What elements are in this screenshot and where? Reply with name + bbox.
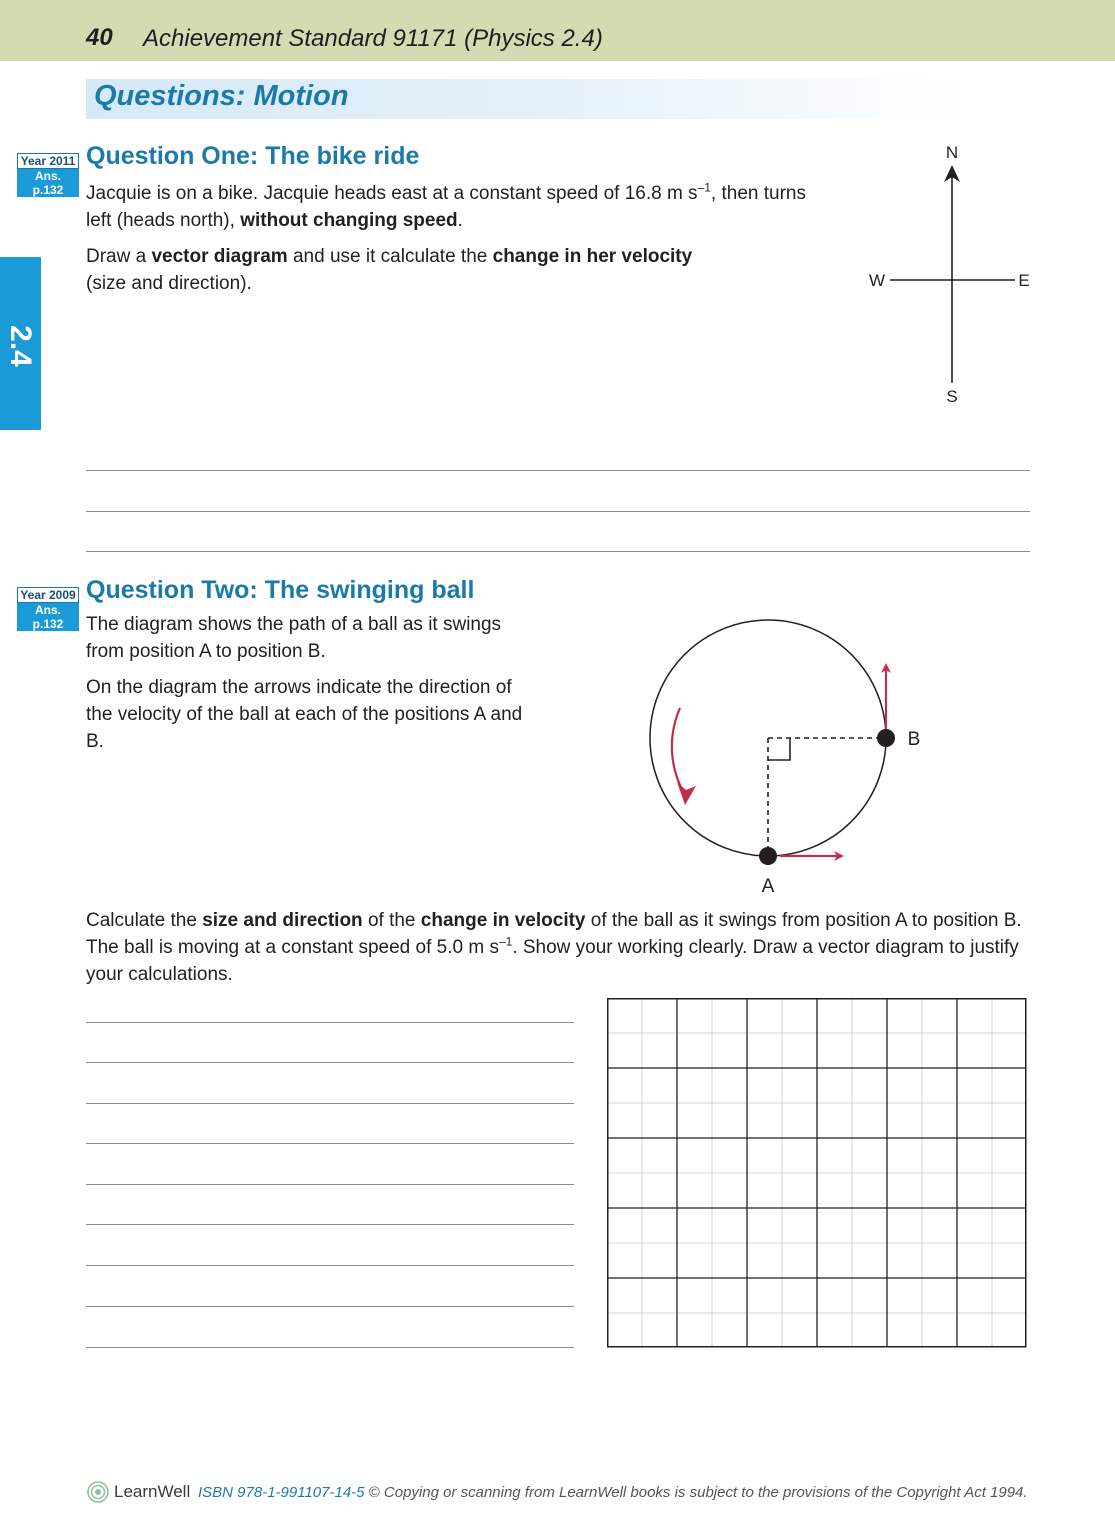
compass-label-east: E	[1018, 271, 1030, 290]
question-two-title: Question Two: The swinging ball	[86, 576, 475, 604]
question-two-reference-badge	[17, 587, 79, 631]
footer-isbn: ISBN 978-1-991107-14-5	[198, 1484, 365, 1501]
answer-line[interactable]	[86, 511, 1030, 512]
compass-label-west: W	[868, 271, 886, 290]
learnwell-logo-icon	[86, 1480, 110, 1504]
answer-line[interactable]	[86, 1306, 574, 1307]
graph-paper-grid[interactable]	[607, 998, 1029, 1350]
question-one-title: Question One: The bike ride	[86, 142, 420, 170]
ball-position-b	[877, 729, 895, 747]
answer-line[interactable]	[86, 1347, 574, 1348]
question-one-answer-ref: Ans. p.132	[17, 169, 79, 197]
question-one-paragraph-2: Draw a vector diagram and use it calculate the change in her velocity (size and direction).	[86, 246, 693, 294]
question-two-paragraph-2: On the diagram the arrows indicate the direction of the velocity of the ball at each of the positions A and B.	[86, 677, 523, 752]
chapter-side-tab-label: 2.4	[4, 325, 37, 367]
answer-line[interactable]	[86, 1103, 574, 1104]
question-two-year: Year 2009	[17, 587, 79, 603]
answer-line[interactable]	[86, 1265, 574, 1266]
footer-copyright: © Copying or scanning from LearnWell books is subject to the provisions of the Copyright Act 1994.	[368, 1484, 1028, 1501]
question-two-paragraph-1: The diagram shows the path of a ball as it swings from position A to position B.	[86, 614, 502, 662]
answer-line[interactable]	[86, 1022, 574, 1023]
swinging-ball-diagram	[630, 610, 930, 905]
position-b-label: B	[907, 729, 921, 750]
question-two-paragraph-3: Calculate the size and direction of the change in velocity of the ball as it swings from position A to position B. The ball is moving at a constant speed of 5.0 m $s^{-1}$. Show your working clearly. Draw a vector diagram to justify your calculations.	[86, 910, 1022, 985]
footer-brand: LearnWell	[114, 1482, 191, 1501]
question-one-year: Year 2011	[17, 153, 79, 169]
swing-direction-arrowhead-icon	[677, 782, 696, 805]
answer-line[interactable]	[86, 551, 1030, 552]
compass-label-south: S	[946, 387, 958, 406]
swing-direction-arrow	[672, 708, 685, 795]
position-a-label: A	[761, 876, 775, 897]
question-two-answer-ref: Ans. p.132	[17, 603, 79, 631]
compass-label-north: N	[945, 143, 959, 162]
answer-line[interactable]	[86, 1224, 574, 1225]
ball-position-a	[759, 847, 777, 865]
running-head: Achievement Standard 91171 (Physics 2.4)	[143, 25, 603, 52]
section-title: Questions: Motion	[94, 80, 349, 112]
question-one-paragraph-1: Jacquie is on a bike. Jacquie heads east at a constant speed of 16.8 m $s^{-1}$, then turns left (heads north), without changing speed.	[86, 180, 806, 231]
answer-line[interactable]	[86, 1062, 574, 1063]
answer-line[interactable]	[86, 1184, 574, 1185]
footer-notice	[198, 1484, 1028, 1501]
compass-diagram	[860, 140, 1040, 410]
question-one-reference-badge	[17, 153, 79, 197]
answer-line[interactable]	[86, 470, 1030, 471]
answer-line[interactable]	[86, 1143, 574, 1144]
page-number: 40	[86, 24, 113, 51]
page-footer	[86, 1480, 1036, 1504]
right-angle-marker	[768, 738, 790, 760]
